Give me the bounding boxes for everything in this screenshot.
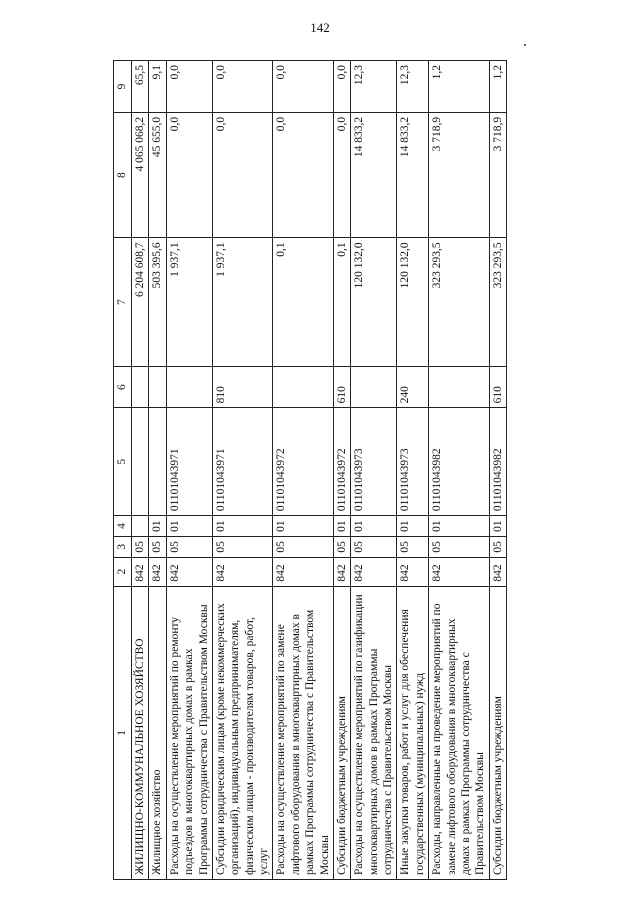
executed-amount-cell: 0,0 xyxy=(166,112,212,237)
ministry-code-cell: 842 xyxy=(351,557,397,586)
table-row xyxy=(212,61,273,880)
executed-amount-cell: 14 833,2 xyxy=(397,112,429,237)
target-article-cell xyxy=(149,408,166,516)
section-code-cell: 05 xyxy=(429,536,490,557)
planned-amount-cell: 120 132,0 xyxy=(397,238,429,367)
table-row xyxy=(132,61,149,880)
ministry-code-cell: 842 xyxy=(333,557,350,586)
planned-amount-cell: 1 937,1 xyxy=(212,238,273,367)
table-row xyxy=(333,61,350,880)
subsection-code-cell: 01 xyxy=(212,516,273,537)
section-code-cell: 05 xyxy=(397,536,429,557)
section-code-cell: 05 xyxy=(351,536,397,557)
expense-type-cell xyxy=(273,366,334,407)
expense-type-cell xyxy=(429,366,490,407)
subsection-code-cell: 01 xyxy=(166,516,212,537)
executed-amount-cell: 3 718,9 xyxy=(489,112,506,237)
executed-amount-cell: 3 718,9 xyxy=(429,112,490,237)
percent-cell: 9,1 xyxy=(149,61,166,113)
target-article-cell: 0110104З982 xyxy=(429,408,490,516)
header-cell-3: 3 xyxy=(114,536,132,557)
percent-cell: 12,3 xyxy=(397,61,429,113)
expense-type-cell xyxy=(351,366,397,407)
planned-amount-cell: 323 293,5 xyxy=(429,238,490,367)
percent-cell: 65,5 xyxy=(132,61,149,113)
header-cell-8: 8 xyxy=(114,112,132,237)
table-row xyxy=(429,61,490,880)
expense-type-cell: 810 xyxy=(212,366,273,407)
row-name-cell: Субсидии бюджетным учреждениям xyxy=(489,586,506,879)
row-name-cell: ЖИЛИЩНО-КОММУНАЛЬНОЕ ХОЗЯЙСТВО xyxy=(132,586,149,879)
ministry-code-cell: 842 xyxy=(429,557,490,586)
section-code-cell: 05 xyxy=(273,536,334,557)
row-name-cell: Субсидии юридическим лицам (кроме некоммерческих организаций), индивидуальным предпринимателям, физическим лицам - производителям товаров, работ, услуг xyxy=(212,586,273,879)
row-name-cell: Жилищное хозяйство xyxy=(149,586,166,879)
subsection-code-cell xyxy=(132,516,149,537)
row-name-cell: Субсидии бюджетным учреждениям xyxy=(333,586,350,879)
executed-amount-cell: 45 655,0 xyxy=(149,112,166,237)
ministry-code-cell: 842 xyxy=(489,557,506,586)
section-code-cell: 05 xyxy=(149,536,166,557)
subsection-code-cell: 01 xyxy=(397,516,429,537)
ministry-code-cell: 842 xyxy=(273,557,334,586)
rotated-table-container xyxy=(113,60,628,880)
target-article-cell: 0110104З982 xyxy=(489,408,506,516)
planned-amount-cell: 323 293,5 xyxy=(489,238,506,367)
expense-type-cell: 610 xyxy=(489,366,506,407)
subsection-code-cell: 01 xyxy=(273,516,334,537)
expense-type-cell: 240 xyxy=(397,366,429,407)
table-row xyxy=(273,61,334,880)
planned-amount-cell: 6 204 608,7 xyxy=(132,238,149,367)
planned-amount-cell: 0,1 xyxy=(333,238,350,367)
header-cell-7: 7 xyxy=(114,238,132,367)
expense-type-cell xyxy=(132,366,149,407)
percent-cell: 0,0 xyxy=(212,61,273,113)
planned-amount-cell: 0,1 xyxy=(273,238,334,367)
header-cell-6: 6 xyxy=(114,366,132,407)
row-name-cell: Расходы на осуществление мероприятий по замене лифтового оборудования в многоквартирных домах в рамках Программы сотрудничества с Правительством Москвы xyxy=(273,586,334,879)
executed-amount-cell: 0,0 xyxy=(212,112,273,237)
percent-cell: 0,0 xyxy=(273,61,334,113)
ministry-code-cell: 842 xyxy=(397,557,429,586)
section-code-cell: 05 xyxy=(166,536,212,557)
target-article-cell xyxy=(132,408,149,516)
table-row xyxy=(166,61,212,880)
planned-amount-cell: 1 937,1 xyxy=(166,238,212,367)
header-cell-5: 5 xyxy=(114,408,132,516)
section-code-cell: 05 xyxy=(132,536,149,557)
section-code-cell: 05 xyxy=(333,536,350,557)
ministry-code-cell: 842 xyxy=(212,557,273,586)
percent-cell: 12,3 xyxy=(351,61,397,113)
target-article-cell: 0110104З972 xyxy=(333,408,350,516)
target-article-cell: 0110104З973 xyxy=(351,408,397,516)
header-cell-9: 9 xyxy=(114,61,132,113)
subsection-code-cell: 01 xyxy=(333,516,350,537)
table-row xyxy=(149,61,166,880)
table-row xyxy=(351,61,397,880)
executed-amount-cell: 0,0 xyxy=(273,112,334,237)
row-name-cell: Расходы на осуществление мероприятий по газификации многоквартирных домов в рамках Программы сотрудничества с Правительством Москвы xyxy=(351,586,397,879)
section-code-cell: 05 xyxy=(489,536,506,557)
planned-amount-cell: 120 132,0 xyxy=(351,238,397,367)
row-name-cell: Иные закупки товаров, работ и услуг для обеспечения государственных (муниципальных) нужд xyxy=(397,586,429,879)
table-body xyxy=(132,61,507,880)
subsection-code-cell: 01 xyxy=(429,516,490,537)
header-cell-2: 2 xyxy=(114,557,132,586)
target-article-cell: 0110104З971 xyxy=(166,408,212,516)
executed-amount-cell: 4 065 068,2 xyxy=(132,112,149,237)
executed-amount-cell: 0,0 xyxy=(333,112,350,237)
subsection-code-cell: 01 xyxy=(489,516,506,537)
executed-amount-cell: 14 833,2 xyxy=(351,112,397,237)
expense-type-cell: 610 xyxy=(333,366,350,407)
percent-cell: 1,2 xyxy=(429,61,490,113)
planned-amount-cell: 503 395,6 xyxy=(149,238,166,367)
section-code-cell: 05 xyxy=(212,536,273,557)
budget-table xyxy=(113,60,507,880)
header-cell-1: 1 xyxy=(114,586,132,879)
percent-cell: 0,0 xyxy=(166,61,212,113)
ministry-code-cell: 842 xyxy=(166,557,212,586)
expense-type-cell xyxy=(149,366,166,407)
table-row xyxy=(397,61,429,880)
percent-cell: 1,2 xyxy=(489,61,506,113)
row-name-cell: Расходы на осуществление мероприятий по ремонту подъездов в многоквартирных домах в рамках Программы сотрудничества с Правительством Москвы xyxy=(166,586,212,879)
speck xyxy=(524,44,526,46)
target-article-cell: 0110104З973 xyxy=(397,408,429,516)
table-row xyxy=(489,61,506,880)
expense-type-cell xyxy=(166,366,212,407)
target-article-cell: 0110104З971 xyxy=(212,408,273,516)
header-cell-4: 4 xyxy=(114,516,132,537)
ministry-code-cell: 842 xyxy=(149,557,166,586)
subsection-code-cell: 01 xyxy=(149,516,166,537)
ministry-code-cell: 842 xyxy=(132,557,149,586)
target-article-cell: 0110104З972 xyxy=(273,408,334,516)
subsection-code-cell: 01 xyxy=(351,516,397,537)
table-header-row xyxy=(114,61,132,880)
percent-cell: 0,0 xyxy=(333,61,350,113)
page-number: 142 xyxy=(310,20,330,35)
row-name-cell: Расходы, направленные на проведение мероприятий по замене лифтового оборудования в многоквартирных домах в рамках Программы сотрудничества с Правительством Москвы xyxy=(429,586,490,879)
